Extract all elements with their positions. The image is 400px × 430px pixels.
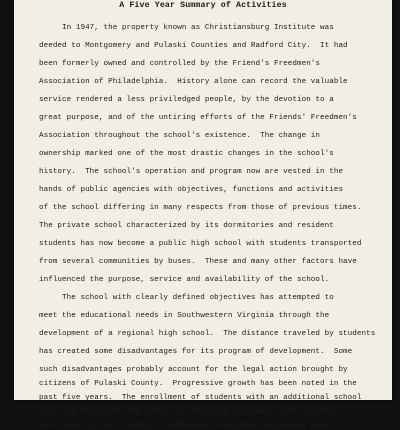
body-line: division has given the school in the past two years, the largest (39, 408, 334, 416)
body-line: been formerly owned and controlled by the Friend's Freedmen's (39, 60, 321, 68)
body-line: students has now become a public high school with students transported (39, 240, 362, 248)
body-line: meet the educational needs in Southwestern Virginia through the (39, 312, 330, 320)
body-line: citizens of Pulaski County. Progressive growth has been noted in the (39, 380, 357, 388)
body-line: history. The school's operation and program now are vested in the (39, 168, 344, 176)
body-line: In 1947, the property known as Christiansburg Institute was (39, 24, 334, 32)
body-line: such disadvantages probably account for the legal action brought by (39, 366, 348, 374)
body-line: Association throughout the school's existence. The change in (39, 132, 321, 140)
body-line: The school with clearly defined objectives has attempted to (39, 294, 334, 302)
body-line: has created some disadvantages for its program of development. Some (39, 348, 353, 356)
body-line: influenced the purpose, service and availability of the school. (39, 276, 330, 284)
body-line: deeded to Montgomery and Pulaski Counties and Radford City. It had (39, 42, 348, 50)
body-line: enrollment in its history. Additional building facilities have (39, 422, 330, 430)
body-line: from several communities by buses. These and many other factors have (39, 258, 357, 266)
body-line: of the school differing in many respects from those of previous times. (39, 204, 362, 212)
body-line: Association of Philadelphia. History alone can record the valuable (39, 78, 348, 86)
body-line: The private school characterized by its dormitories and resident (39, 222, 334, 230)
document-title: A Five Year Summary of Activities (119, 1, 287, 10)
body-line: service rendered a less priviledged people, by the devotion to a (39, 96, 334, 104)
body-line: past five years. The enrollment of students with an additional school (39, 394, 362, 402)
document-page (14, 0, 392, 430)
body-line: hands of public agencies with objectives, functions and activities (39, 186, 344, 194)
body-line: great purpose, and of the untiring efforts of the Friends' Freedmen's (39, 114, 357, 122)
body-line: development of a regional high school. The distance traveled by students (39, 330, 376, 338)
body-line: ownership marked one of the most drastic changes in the school's (39, 150, 334, 158)
